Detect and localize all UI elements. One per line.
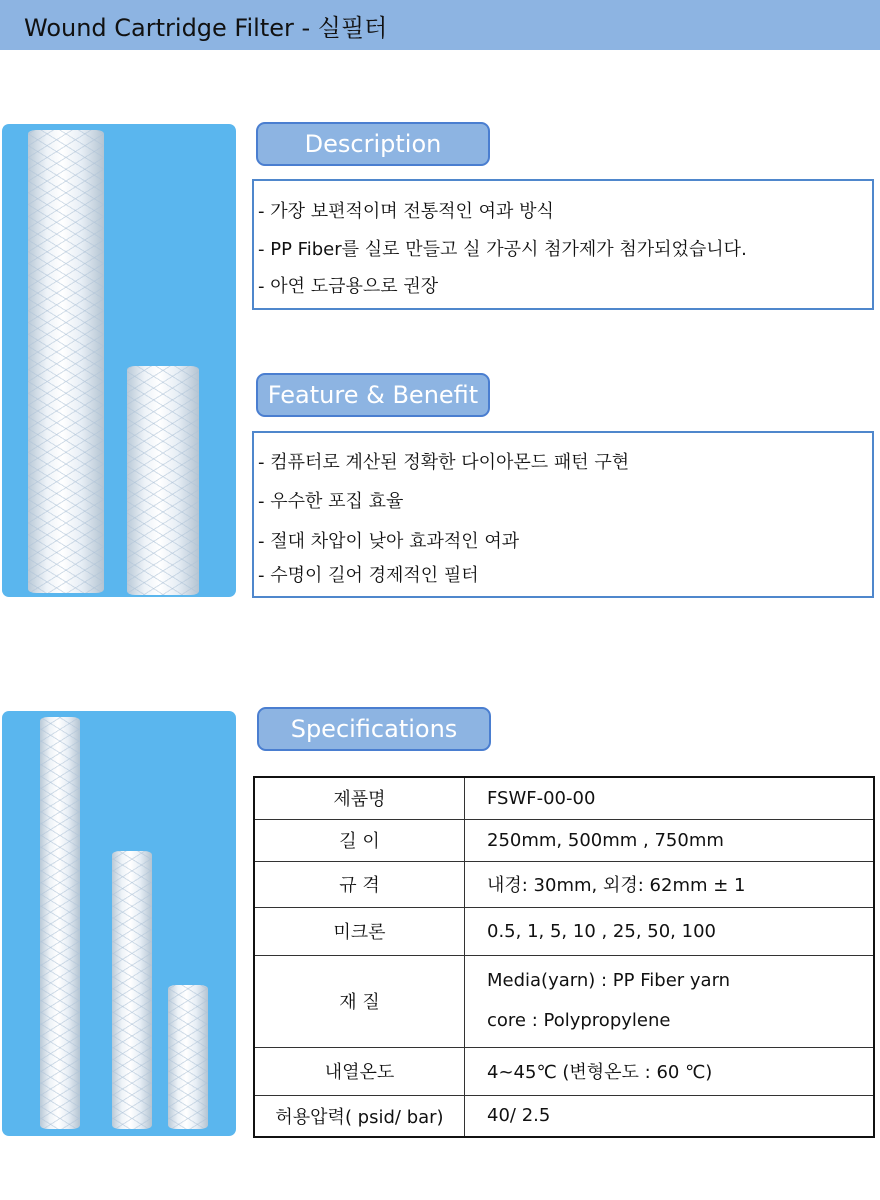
- feature-line: - 수명이 길어 경제적인 필터: [258, 565, 479, 586]
- feature-line: - 절대 차압이 낮아 효과적인 여과: [258, 531, 520, 552]
- feature-box: [252, 431, 874, 598]
- spec-label: 내열온도: [254, 1047, 465, 1095]
- short-cartridge-image: [168, 985, 208, 1129]
- description-box: [252, 179, 874, 310]
- specifications-heading-label: Specifications: [290, 715, 458, 743]
- spec-value: core : Polypropylene: [487, 1010, 671, 1031]
- spec-label: 허용압력( psid/ bar): [254, 1095, 465, 1137]
- spec-value-material: [465, 955, 875, 1047]
- description-heading-label: Description: [304, 130, 442, 158]
- medium-cartridge-image: [112, 851, 152, 1129]
- specifications-table: [253, 776, 875, 1138]
- spec-value: 0.5, 1, 5, 10 , 25, 50, 100: [465, 907, 875, 955]
- table-row: [254, 861, 874, 907]
- description-line: - 아연 도금용으로 권장: [258, 276, 439, 297]
- spec-label: 재 질: [254, 955, 465, 1047]
- product-photo-two-cartridges: [2, 124, 236, 597]
- table-row: [254, 1047, 874, 1095]
- spec-value: 250mm, 500mm , 750mm: [465, 819, 875, 861]
- short-cartridge-image: [127, 366, 199, 595]
- spec-label: 미크론: [254, 907, 465, 955]
- long-cartridge-image: [40, 717, 80, 1129]
- spec-value: FSWF-00-00: [465, 777, 875, 819]
- spec-value: Media(yarn) : PP Fiber yarn: [487, 970, 731, 991]
- table-row: [254, 1095, 874, 1137]
- table-row: [254, 907, 874, 955]
- product-photo-three-cartridges: [2, 711, 236, 1136]
- description-line: - 가장 보편적이며 전통적인 여과 방식: [258, 201, 554, 222]
- spec-label: 제품명: [254, 777, 465, 819]
- spec-value: 내경: 30mm, 외경: 62mm ± 1: [465, 861, 875, 907]
- spec-label: 길 이: [254, 819, 465, 861]
- page-header: [0, 0, 880, 50]
- spec-value: 40/ 2.5: [465, 1095, 875, 1137]
- table-row: [254, 955, 874, 1047]
- description-heading: [256, 122, 490, 166]
- table-row: [254, 777, 874, 819]
- description-line: - PP Fiber를 실로 만들고 실 가공시 첨가제가 첨가되었습니다.: [258, 239, 747, 260]
- spec-label: 규 격: [254, 861, 465, 907]
- page-title: Wound Cartridge Filter - 실필터: [24, 14, 388, 42]
- spec-value: 4~45℃ (변형온도 : 60 ℃): [465, 1047, 875, 1095]
- feature-heading-label: Feature & Benefit: [267, 381, 479, 409]
- specifications-heading: [257, 707, 491, 751]
- feature-line: - 우수한 포집 효율: [258, 491, 404, 512]
- feature-line: - 컴퓨터로 계산된 정확한 다이아몬드 패턴 구현: [258, 452, 630, 473]
- table-row: [254, 819, 874, 861]
- feature-heading: [256, 373, 490, 417]
- long-cartridge-image: [28, 130, 104, 593]
